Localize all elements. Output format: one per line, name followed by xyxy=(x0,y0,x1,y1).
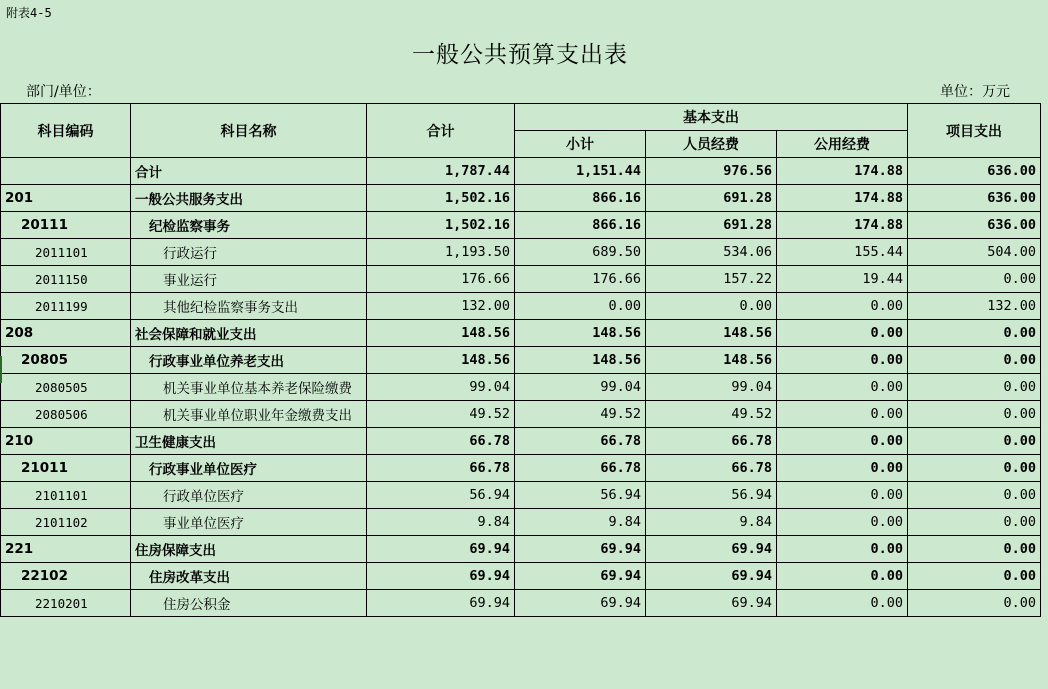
cell-name[interactable]: 行政单位医疗 xyxy=(131,482,367,509)
cell-name[interactable]: 住房公积金 xyxy=(131,590,367,617)
cell-public[interactable]: 174.88 xyxy=(777,158,908,185)
cell-public[interactable]: 0.00 xyxy=(777,401,908,428)
cell-public[interactable]: 174.88 xyxy=(777,185,908,212)
cell-total[interactable]: 66.78 xyxy=(367,455,515,482)
cell-total[interactable]: 1,787.44 xyxy=(367,158,515,185)
header-total[interactable]: 合计 xyxy=(367,104,515,158)
cell-code[interactable]: 2210201 xyxy=(1,590,131,617)
cell-code[interactable]: 210 xyxy=(1,428,131,455)
cell-personnel[interactable]: 56.94 xyxy=(646,482,777,509)
cell-public[interactable]: 0.00 xyxy=(777,590,908,617)
cell-subtotal[interactable]: 866.16 xyxy=(515,212,646,239)
cell-name[interactable]: 住房改革支出 xyxy=(131,563,367,590)
table-row[interactable] xyxy=(1,563,1041,590)
cell-name[interactable]: 一般公共服务支出 xyxy=(131,185,367,212)
cell-total[interactable]: 69.94 xyxy=(367,563,515,590)
cell-personnel[interactable]: 66.78 xyxy=(646,428,777,455)
header-basic[interactable]: 基本支出 xyxy=(515,104,908,131)
header-public[interactable]: 公用经费 xyxy=(777,131,908,158)
cell-public[interactable]: 0.00 xyxy=(777,509,908,536)
cell-project[interactable]: 0.00 xyxy=(908,374,1041,401)
cell-name[interactable]: 卫生健康支出 xyxy=(131,428,367,455)
table-row[interactable] xyxy=(1,347,1041,374)
table-row[interactable] xyxy=(1,212,1041,239)
cell-total[interactable]: 9.84 xyxy=(367,509,515,536)
cell-project[interactable]: 0.00 xyxy=(908,590,1041,617)
cell-subtotal[interactable]: 0.00 xyxy=(515,293,646,320)
cell-code[interactable]: 22102 xyxy=(1,563,131,590)
cell-subtotal[interactable]: 176.66 xyxy=(515,266,646,293)
table-row[interactable] xyxy=(1,509,1041,536)
cell-public[interactable]: 0.00 xyxy=(777,293,908,320)
cell-subtotal[interactable]: 1,151.44 xyxy=(515,158,646,185)
cell-total[interactable]: 1,193.50 xyxy=(367,239,515,266)
cell-name[interactable]: 机关事业单位职业年金缴费支出 xyxy=(131,401,367,428)
cell-code[interactable]: 2011150 xyxy=(1,266,131,293)
cell-project[interactable]: 0.00 xyxy=(908,509,1041,536)
cell-project[interactable]: 0.00 xyxy=(908,536,1041,563)
cell-subtotal[interactable]: 99.04 xyxy=(515,374,646,401)
cell-public[interactable]: 19.44 xyxy=(777,266,908,293)
cell-subtotal[interactable]: 689.50 xyxy=(515,239,646,266)
cell-personnel[interactable]: 534.06 xyxy=(646,239,777,266)
cell-project[interactable]: 132.00 xyxy=(908,293,1041,320)
table-row[interactable] xyxy=(1,266,1041,293)
cell-personnel[interactable]: 691.28 xyxy=(646,185,777,212)
cell-total[interactable]: 56.94 xyxy=(367,482,515,509)
cell-public[interactable]: 0.00 xyxy=(777,428,908,455)
selected-row-marker xyxy=(0,356,2,383)
cell-subtotal[interactable]: 9.84 xyxy=(515,509,646,536)
cell-public[interactable]: 0.00 xyxy=(777,374,908,401)
department-label: 部门/单位： xyxy=(26,84,101,100)
table-row[interactable] xyxy=(1,590,1041,617)
cell-subtotal[interactable]: 66.78 xyxy=(515,428,646,455)
cell-project[interactable]: 0.00 xyxy=(908,455,1041,482)
cell-subtotal[interactable]: 56.94 xyxy=(515,482,646,509)
cell-name[interactable]: 住房保障支出 xyxy=(131,536,367,563)
cell-personnel[interactable]: 148.56 xyxy=(646,320,777,347)
cell-total[interactable]: 132.00 xyxy=(367,293,515,320)
cell-code[interactable]: 2011199 xyxy=(1,293,131,320)
annex-label: 附表4-5 xyxy=(6,6,52,20)
cell-name[interactable]: 行政事业单位医疗 xyxy=(131,455,367,482)
cell-personnel[interactable]: 0.00 xyxy=(646,293,777,320)
cell-total[interactable]: 1,502.16 xyxy=(367,185,515,212)
header-subtotal[interactable]: 小计 xyxy=(515,131,646,158)
cell-subtotal[interactable]: 866.16 xyxy=(515,185,646,212)
cell-project[interactable]: 0.00 xyxy=(908,482,1041,509)
table-row[interactable] xyxy=(1,374,1041,401)
cell-name[interactable]: 合计 xyxy=(131,158,367,185)
cell-code[interactable]: 221 xyxy=(1,536,131,563)
cell-code[interactable]: 208 xyxy=(1,320,131,347)
table-row[interactable] xyxy=(1,239,1041,266)
cell-personnel[interactable]: 49.52 xyxy=(646,401,777,428)
cell-public[interactable]: 0.00 xyxy=(777,320,908,347)
cell-total[interactable]: 66.78 xyxy=(367,428,515,455)
cell-code[interactable]: 2101101 xyxy=(1,482,131,509)
cell-project[interactable]: 636.00 xyxy=(908,212,1041,239)
cell-project[interactable]: 0.00 xyxy=(908,401,1041,428)
cell-name[interactable]: 事业运行 xyxy=(131,266,367,293)
cell-project[interactable]: 636.00 xyxy=(908,185,1041,212)
cell-name[interactable]: 行政运行 xyxy=(131,239,367,266)
table-row[interactable] xyxy=(1,401,1041,428)
cell-subtotal[interactable]: 49.52 xyxy=(515,401,646,428)
cell-code[interactable]: 20111 xyxy=(1,212,131,239)
header-code[interactable]: 科目编码 xyxy=(1,104,131,158)
cell-project[interactable]: 0.00 xyxy=(908,266,1041,293)
table-row[interactable] xyxy=(1,158,1041,185)
table-row[interactable] xyxy=(1,185,1041,212)
cell-subtotal[interactable]: 66.78 xyxy=(515,455,646,482)
cell-project[interactable]: 636.00 xyxy=(908,158,1041,185)
table-row[interactable] xyxy=(1,320,1041,347)
cell-code[interactable]: 2011101 xyxy=(1,239,131,266)
cell-name[interactable]: 事业单位医疗 xyxy=(131,509,367,536)
cell-project[interactable]: 0.00 xyxy=(908,347,1041,374)
cell-project[interactable]: 0.00 xyxy=(908,563,1041,590)
cell-personnel[interactable]: 148.56 xyxy=(646,347,777,374)
cell-public[interactable]: 0.00 xyxy=(777,347,908,374)
cell-project[interactable]: 0.00 xyxy=(908,428,1041,455)
cell-total[interactable]: 1,502.16 xyxy=(367,212,515,239)
cell-code[interactable]: 20805 xyxy=(1,347,131,374)
cell-name[interactable]: 行政事业单位养老支出 xyxy=(131,347,367,374)
cell-total[interactable]: 49.52 xyxy=(367,401,515,428)
header-personnel[interactable]: 人员经费 xyxy=(646,131,777,158)
cell-code[interactable]: 21011 xyxy=(1,455,131,482)
cell-name[interactable]: 社会保障和就业支出 xyxy=(131,320,367,347)
header-name[interactable]: 科目名称 xyxy=(131,104,367,158)
cell-public[interactable]: 174.88 xyxy=(777,212,908,239)
header-project[interactable]: 项目支出 xyxy=(908,104,1041,158)
cell-code[interactable]: 2080505 xyxy=(1,374,131,401)
cell-project[interactable]: 504.00 xyxy=(908,239,1041,266)
cell-total[interactable]: 148.56 xyxy=(367,320,515,347)
cell-name[interactable]: 其他纪检监察事务支出 xyxy=(131,293,367,320)
cell-subtotal[interactable]: 69.94 xyxy=(515,536,646,563)
table-row[interactable] xyxy=(1,428,1041,455)
cell-code[interactable] xyxy=(1,158,131,185)
cell-personnel[interactable]: 69.94 xyxy=(646,536,777,563)
cell-personnel[interactable]: 157.22 xyxy=(646,266,777,293)
cell-subtotal[interactable]: 69.94 xyxy=(515,590,646,617)
cell-subtotal[interactable]: 148.56 xyxy=(515,347,646,374)
cell-public[interactable]: 155.44 xyxy=(777,239,908,266)
cell-subtotal[interactable]: 148.56 xyxy=(515,320,646,347)
cell-public[interactable]: 0.00 xyxy=(777,536,908,563)
cell-total[interactable]: 99.04 xyxy=(367,374,515,401)
table-row[interactable] xyxy=(1,482,1041,509)
cell-name[interactable]: 机关事业单位基本养老保险缴费 xyxy=(131,374,367,401)
cell-personnel[interactable]: 9.84 xyxy=(646,509,777,536)
cell-code[interactable]: 2101102 xyxy=(1,509,131,536)
table-row[interactable] xyxy=(1,455,1041,482)
cell-public[interactable]: 0.00 xyxy=(777,563,908,590)
table-row[interactable] xyxy=(1,293,1041,320)
unit-label: 单位：万元 xyxy=(940,84,1010,100)
cell-total[interactable]: 69.94 xyxy=(367,536,515,563)
cell-public[interactable]: 0.00 xyxy=(777,482,908,509)
cell-personnel[interactable]: 66.78 xyxy=(646,455,777,482)
cell-name[interactable]: 纪检监察事务 xyxy=(131,212,367,239)
cell-personnel[interactable]: 976.56 xyxy=(646,158,777,185)
cell-public[interactable]: 0.00 xyxy=(777,455,908,482)
cell-total[interactable]: 148.56 xyxy=(367,347,515,374)
cell-code[interactable]: 201 xyxy=(1,185,131,212)
table-row[interactable] xyxy=(1,536,1041,563)
cell-total[interactable]: 69.94 xyxy=(367,590,515,617)
page-title: 一般公共预算支出表 xyxy=(412,42,628,68)
cell-subtotal[interactable]: 69.94 xyxy=(515,563,646,590)
cell-project[interactable]: 0.00 xyxy=(908,320,1041,347)
cell-personnel[interactable]: 69.94 xyxy=(646,563,777,590)
cell-personnel[interactable]: 69.94 xyxy=(646,590,777,617)
cell-code[interactable]: 2080506 xyxy=(1,401,131,428)
cell-personnel[interactable]: 99.04 xyxy=(646,374,777,401)
budget-table xyxy=(0,103,1041,617)
cell-personnel[interactable]: 691.28 xyxy=(646,212,777,239)
cell-total[interactable]: 176.66 xyxy=(367,266,515,293)
